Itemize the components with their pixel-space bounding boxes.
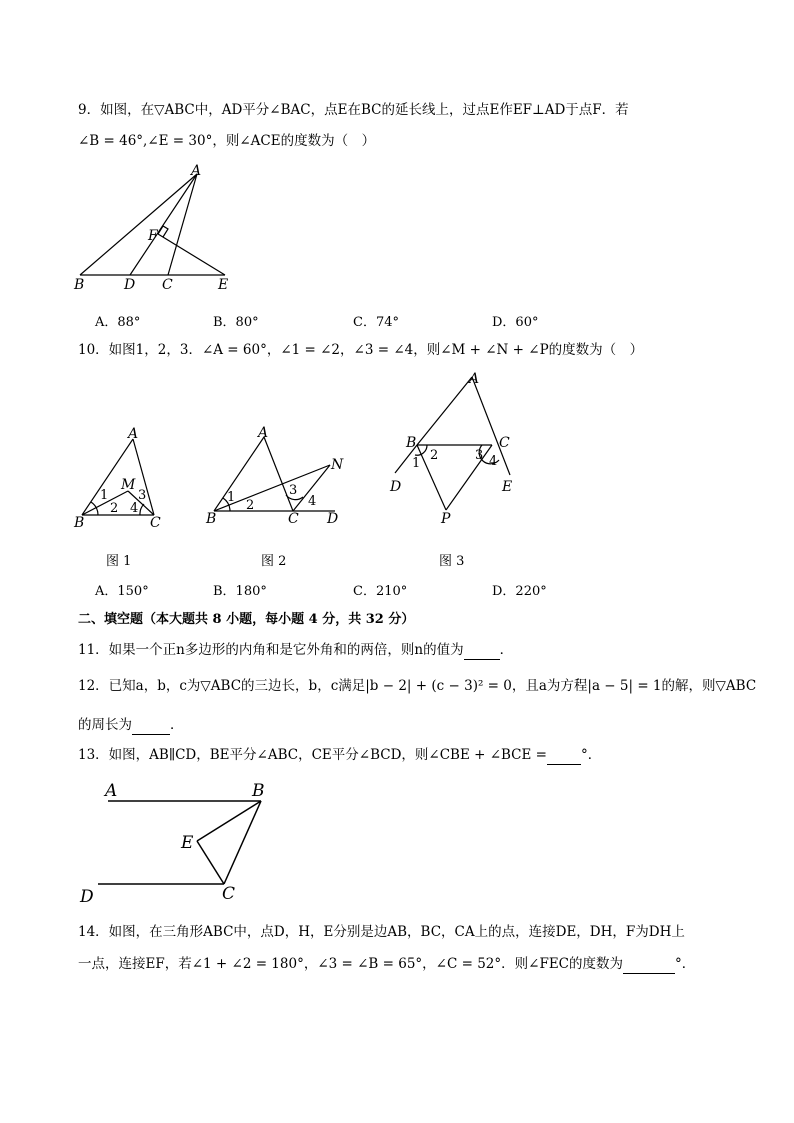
q12-line1: 12．已知a，b，c为▽ABC的三边长，b，c满足|b − 2| + (c − 3)² = 0，且a为方程|a − 5| = 1的解，则▽ABC [78, 678, 757, 694]
fig1-angle-4: 4 [130, 501, 139, 516]
fig3-label-E: E [502, 479, 513, 495]
fig3-angle-2: 2 [430, 448, 439, 463]
q9-line2: ∠B = 46°,∠E = 30°，则∠ACE的度数为（ ） [78, 133, 376, 149]
q10-option-d[interactable]: D．220° [492, 584, 547, 599]
q10-figure-2 [200, 425, 350, 535]
q13-answer-blank[interactable] [547, 746, 581, 765]
fig1-caption: 图 1 [106, 554, 132, 569]
fig2-angle-2: 2 [246, 498, 255, 513]
fig3-angle-4: 4 [489, 454, 498, 469]
fig1-label-A: A [128, 426, 139, 442]
q12-answer-blank[interactable] [132, 716, 170, 735]
q9-label-E: E [218, 277, 229, 293]
q13-label-D: D [80, 887, 94, 907]
fig1-angle-1: 1 [100, 488, 109, 503]
q13-label-E: E [181, 833, 194, 853]
q11-end: ． [499, 642, 514, 658]
q11-text: 11．如果一个正n多边形的内角和是它外角和的两倍，则n的值为 [78, 642, 464, 658]
q13-label-C: C [222, 884, 236, 904]
fig2-label-C: C [288, 511, 299, 527]
fig2-label-A: A [258, 425, 269, 441]
fig3-label-P: P [441, 511, 451, 527]
q13-line1 [78, 746, 601, 765]
q9-option-d[interactable]: D．60° [492, 315, 539, 330]
q9-triangle-figure [70, 160, 270, 300]
fig2-angle-1: 1 [227, 490, 236, 505]
q14-line1: 14．如图，在三角形ABC中，点D，H，E分别是边AB，BC，CA上的点，连接DE，DH，F为DH上 [78, 924, 685, 940]
fig1-label-M: M [121, 477, 136, 493]
fig2-caption: 图 2 [261, 554, 287, 569]
q14-line2 [78, 955, 695, 974]
q12-line2 [78, 716, 184, 735]
q11-answer-blank[interactable] [464, 641, 500, 660]
fig1-label-C: C [150, 515, 161, 531]
q13-label-A: A [105, 781, 118, 801]
q13-end: °． [580, 747, 602, 763]
q13-text: 13．如图，AB∥CD，BE平分∠ABC，CE平分∠BCD，则∠CBE + ∠BCE = [78, 747, 547, 763]
fig3-label-C: C [499, 435, 510, 451]
fig1-angle-3: 3 [138, 488, 147, 503]
q13-label-B: B [252, 781, 265, 801]
fig2-angle-4: 4 [308, 494, 317, 509]
fig3-angle-3: 3 [475, 448, 484, 463]
fig3-label-D: D [390, 479, 402, 495]
q10-figure-1 [70, 425, 180, 535]
q10-line1: 10．如图1，2，3．∠A = 60°，∠1 = ∠2，∠3 = ∠4，则∠M + ∠N + ∠P的度数为（ ） [78, 342, 644, 358]
q9-option-c[interactable]: C．74° [353, 315, 399, 330]
fig2-label-D: D [327, 511, 339, 527]
fig2-label-B: B [206, 511, 217, 527]
q9-line1: 9．如图，在▽ABC中，AD平分∠BAC，点E在BC的延长线上，过点E作EF⊥AD于点F．若 [78, 102, 629, 118]
fig2-label-N: N [331, 457, 344, 473]
q9-label-B: B [74, 277, 85, 293]
q12-text: 的周长为 [78, 717, 132, 733]
q10-option-b[interactable]: B．180° [213, 584, 267, 599]
fig3-label-B: B [406, 435, 417, 451]
fig3-angle-1: 1 [412, 456, 421, 471]
section-2-heading: 二、填空题（本大题共 8 小题，每小题 4 分，共 32 分） [78, 612, 415, 627]
q12-end: ． [170, 717, 184, 733]
q9-label-C: C [162, 277, 173, 293]
q11-line [78, 641, 513, 660]
fig2-angle-3: 3 [289, 483, 298, 498]
q9-label-F: F [148, 228, 158, 244]
q10-figure-3 [385, 365, 535, 535]
fig3-label-A: A [469, 371, 480, 387]
q14-text: 一点，连接EF，若∠1 + ∠2 = 180°，∠3 = ∠B = 65°，∠C = 52°．则∠FEC的度数为 [78, 956, 624, 972]
q9-label-A: A [191, 163, 202, 179]
q10-option-c[interactable]: C．210° [353, 584, 408, 599]
q14-end: °． [675, 956, 696, 972]
fig1-label-B: B [74, 515, 85, 531]
q9-option-b[interactable]: B．80° [213, 315, 259, 330]
q13-parallel-figure [78, 778, 278, 906]
fig3-caption: 图 3 [439, 554, 465, 569]
q14-answer-blank[interactable] [623, 955, 675, 974]
q9-label-D: D [124, 277, 136, 293]
q9-option-a[interactable]: A．88° [95, 315, 141, 330]
q10-option-a[interactable]: A．150° [95, 584, 149, 599]
fig1-angle-2: 2 [110, 501, 119, 516]
